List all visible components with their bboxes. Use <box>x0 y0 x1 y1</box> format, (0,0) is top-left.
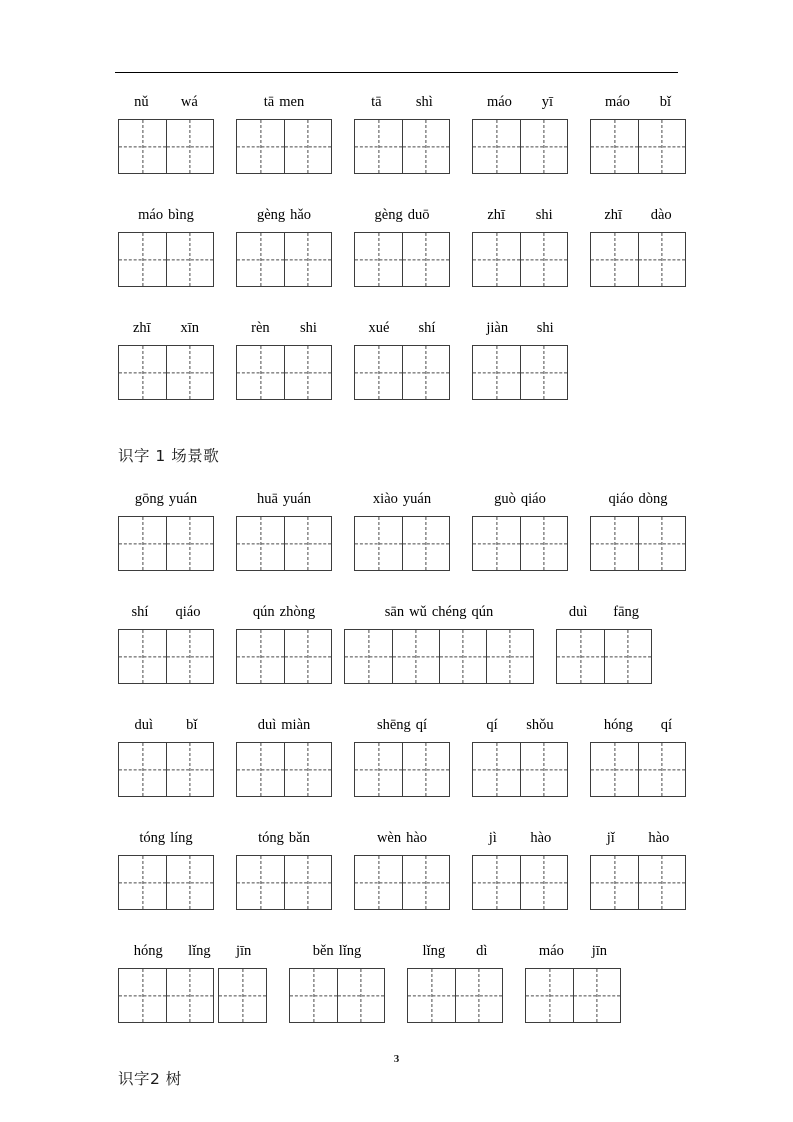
pinyin-caption <box>354 205 450 232</box>
pinyin-caption <box>344 602 534 629</box>
tianzige-cell[interactable] <box>337 969 384 1022</box>
pinyin-syllable: qiáo <box>520 491 546 507</box>
word-group <box>118 941 267 1023</box>
tianzige-cell[interactable] <box>166 517 213 570</box>
pinyin-syllable: duì <box>134 717 154 733</box>
word-group <box>472 828 568 910</box>
word-group <box>407 941 503 1023</box>
pinyin-syllable: men <box>279 94 305 110</box>
pinyin-syllable: xué <box>368 320 390 336</box>
word-group <box>118 205 214 287</box>
tianzige-cell[interactable] <box>119 233 166 286</box>
pinyin-syllable: shi <box>536 320 554 336</box>
pinyin-syllable: qún <box>471 604 494 620</box>
tianzige-grid[interactable] <box>118 345 214 400</box>
tianzige-cell[interactable] <box>237 120 284 173</box>
exercise-row <box>0 602 793 684</box>
pinyin-caption <box>590 205 686 232</box>
word-group <box>344 602 534 684</box>
tianzige-cell[interactable] <box>638 856 685 909</box>
pinyin-caption <box>236 828 332 855</box>
pinyin-syllable: huā <box>256 491 278 507</box>
row-spacer <box>0 797 793 828</box>
tianzige-cell[interactable] <box>119 346 166 399</box>
tianzige-cell[interactable] <box>402 743 449 796</box>
pinyin-syllable: máo <box>138 207 164 223</box>
spacer <box>0 469 793 489</box>
tianzige-cell[interactable] <box>355 517 402 570</box>
pinyin-caption <box>118 715 214 742</box>
tianzige-grid[interactable] <box>407 968 503 1023</box>
word-group <box>118 92 214 174</box>
pinyin-syllable: jiàn <box>486 320 509 336</box>
tianzige-grid[interactable] <box>218 968 267 1023</box>
tianzige-cell[interactable] <box>166 630 213 683</box>
tianzige-cell[interactable] <box>237 630 284 683</box>
word-group <box>590 715 686 797</box>
tianzige-cell[interactable] <box>119 856 166 909</box>
tianzige-grid[interactable] <box>472 742 568 797</box>
pinyin-syllable: nǔ <box>134 94 149 110</box>
tianzige-cell[interactable] <box>402 856 449 909</box>
pinyin-caption <box>472 828 568 855</box>
word-group <box>118 602 214 684</box>
tianzige-cell[interactable] <box>591 233 638 286</box>
tianzige-cell[interactable] <box>166 120 213 173</box>
tianzige-grid[interactable] <box>590 855 686 910</box>
pinyin-syllable: qí <box>660 717 673 733</box>
tianzige-grid[interactable] <box>289 968 385 1023</box>
tianzige-cell[interactable] <box>473 856 520 909</box>
pinyin-syllable: shi <box>299 320 317 336</box>
tianzige-cell[interactable] <box>355 120 402 173</box>
pinyin-syllable: shi <box>535 207 553 223</box>
tianzige-grid[interactable] <box>472 119 568 174</box>
pinyin-syllable: wǔ <box>409 604 427 620</box>
tianzige-grid[interactable] <box>354 516 450 571</box>
tianzige-cell[interactable] <box>237 233 284 286</box>
word-group <box>354 92 450 174</box>
tianzige-cell[interactable] <box>166 346 213 399</box>
pinyin-syllable: duì <box>257 717 277 733</box>
tianzige-cell[interactable] <box>591 856 638 909</box>
word-group <box>236 715 332 797</box>
pinyin-syllable: qí <box>486 717 498 733</box>
pinyin-caption <box>236 715 332 742</box>
pinyin-caption <box>354 715 450 742</box>
pinyin-caption <box>236 205 332 232</box>
pinyin-syllable: bǐ <box>186 717 198 733</box>
word-group <box>236 489 332 571</box>
word-group <box>289 941 385 1023</box>
pinyin-syllable: gèng <box>256 207 286 223</box>
tianzige-cell[interactable] <box>166 233 213 286</box>
pinyin-caption <box>236 602 332 629</box>
split-grid-holder <box>118 968 267 1023</box>
tianzige-grid[interactable] <box>472 516 568 571</box>
tianzige-grid[interactable] <box>118 232 214 287</box>
pinyin-syllable: jīn <box>236 943 252 959</box>
tianzige-grid[interactable] <box>236 516 332 571</box>
tianzige-cell[interactable] <box>402 120 449 173</box>
tianzige-cell[interactable] <box>638 517 685 570</box>
pinyin-syllable: yuán <box>168 491 198 507</box>
tianzige-cell[interactable] <box>473 743 520 796</box>
pinyin-caption <box>354 318 450 345</box>
tianzige-grid[interactable] <box>590 742 686 797</box>
pinyin-syllable: máo <box>604 94 630 110</box>
pinyin-caption <box>525 941 621 968</box>
tianzige-cell[interactable] <box>473 346 520 399</box>
tianzige-cell[interactable] <box>119 969 166 1022</box>
exercise-row <box>0 941 793 1023</box>
pinyin-syllable: zhī <box>132 320 151 336</box>
tianzige-grid[interactable] <box>472 855 568 910</box>
pinyin-caption <box>354 828 450 855</box>
tianzige-grid[interactable] <box>118 968 214 1023</box>
page-number: 3 <box>393 1053 400 1065</box>
word-group <box>236 828 332 910</box>
tianzige-grid[interactable] <box>590 516 686 571</box>
tianzige-cell[interactable] <box>520 346 567 399</box>
tianzige-grid[interactable] <box>590 119 686 174</box>
tianzige-grid[interactable] <box>354 119 450 174</box>
tianzige-cell[interactable] <box>473 517 520 570</box>
tianzige-cell[interactable] <box>408 969 455 1022</box>
tianzige-cell[interactable] <box>638 233 685 286</box>
tianzige-cell[interactable] <box>284 120 331 173</box>
word-group <box>472 489 568 571</box>
word-group <box>472 715 568 797</box>
pinyin-caption <box>118 489 214 516</box>
tianzige-cell[interactable] <box>290 969 337 1022</box>
pinyin-syllable: qiáo <box>175 604 201 620</box>
pinyin-syllable: wèn <box>376 830 402 846</box>
pinyin-caption <box>118 318 214 345</box>
pinyin-syllable: dì <box>476 943 488 959</box>
tianzige-cell[interactable] <box>392 630 439 683</box>
row-spacer <box>0 684 793 715</box>
tianzige-cell[interactable] <box>345 630 392 683</box>
pinyin-syllable: shí <box>418 320 436 336</box>
spacer <box>0 1092 793 1112</box>
tianzige-grid[interactable] <box>118 855 214 910</box>
pinyin-syllable: jīn <box>591 943 608 959</box>
tianzige-grid[interactable] <box>472 232 568 287</box>
tianzige-cell[interactable] <box>284 856 331 909</box>
worksheet-section <box>0 431 793 1054</box>
tianzige-cell[interactable] <box>355 743 402 796</box>
pinyin-syllable: fāng <box>613 604 640 620</box>
pinyin-syllable: máo <box>538 943 564 959</box>
tianzige-cell[interactable] <box>638 743 685 796</box>
tianzige-grid[interactable] <box>118 119 214 174</box>
pinyin-syllable: gèng <box>374 207 403 223</box>
tianzige-cell[interactable] <box>284 233 331 286</box>
worksheet-content <box>0 92 793 1112</box>
pinyin-syllable: zhī <box>487 207 506 223</box>
pinyin-syllable: miàn <box>281 717 311 733</box>
header-rule <box>115 72 678 73</box>
exercise-row <box>0 715 793 797</box>
pinyin-syllable: wá <box>180 94 198 110</box>
tianzige-grid[interactable] <box>236 345 332 400</box>
pinyin-syllable: hào <box>530 830 552 846</box>
word-group <box>354 489 450 571</box>
pinyin-caption <box>472 318 568 345</box>
pinyin-caption <box>590 715 686 742</box>
pinyin-syllable: hǎo <box>290 207 312 223</box>
tianzige-cell[interactable] <box>557 630 604 683</box>
pinyin-syllable: dòng <box>638 491 668 507</box>
pinyin-syllable: hóng <box>603 717 633 733</box>
exercise-row <box>0 828 793 910</box>
pinyin-syllable: běn <box>312 943 334 959</box>
tianzige-cell[interactable] <box>591 517 638 570</box>
pinyin-caption <box>556 602 652 629</box>
row-spacer <box>0 174 793 205</box>
pinyin-caption <box>236 92 332 119</box>
tianzige-grid[interactable] <box>236 855 332 910</box>
pinyin-caption <box>236 318 332 345</box>
tianzige-grid[interactable] <box>236 742 332 797</box>
word-group <box>590 489 686 571</box>
pinyin-syllable: lǐng <box>338 943 362 959</box>
tianzige-cell[interactable] <box>520 743 567 796</box>
tianzige-cell[interactable] <box>355 233 402 286</box>
pinyin-caption <box>118 92 214 119</box>
tianzige-cell[interactable] <box>284 517 331 570</box>
pinyin-syllable: bǎn <box>288 830 310 846</box>
word-group <box>236 318 332 400</box>
word-group <box>118 489 214 571</box>
word-group <box>354 715 450 797</box>
tianzige-cell[interactable] <box>284 743 331 796</box>
pinyin-syllable: chéng <box>431 604 467 620</box>
tianzige-grid[interactable] <box>472 345 568 400</box>
tianzige-grid[interactable] <box>344 629 534 684</box>
tianzige-grid[interactable] <box>354 232 450 287</box>
pinyin-syllable: hóng <box>133 943 163 959</box>
pinyin-syllable: yuán <box>402 491 432 507</box>
word-group <box>472 92 568 174</box>
exercise-row <box>0 318 793 400</box>
pinyin-caption <box>118 205 214 232</box>
tianzige-grid[interactable] <box>236 629 332 684</box>
pinyin-syllable: tā <box>263 94 275 110</box>
tianzige-cell[interactable] <box>119 517 166 570</box>
pinyin-syllable: xīn <box>180 320 200 336</box>
tianzige-cell[interactable] <box>284 630 331 683</box>
pinyin-syllable: duō <box>407 207 430 223</box>
tianzige-grid[interactable] <box>556 629 652 684</box>
tianzige-cell[interactable] <box>473 120 520 173</box>
tianzige-cell[interactable] <box>473 233 520 286</box>
tianzige-cell[interactable] <box>439 630 486 683</box>
tianzige-cell[interactable] <box>402 517 449 570</box>
pinyin-syllable: tóng <box>258 830 284 846</box>
tianzige-cell[interactable] <box>520 120 567 173</box>
row-spacer <box>0 571 793 602</box>
pinyin-syllable: yī <box>541 94 554 110</box>
pinyin-syllable: tā <box>371 94 382 110</box>
exercise-row <box>0 92 793 174</box>
pinyin-caption <box>236 489 332 516</box>
tianzige-cell[interactable] <box>166 969 213 1022</box>
pinyin-caption <box>472 92 568 119</box>
pinyin-syllable: dào <box>650 207 672 223</box>
tianzige-cell[interactable] <box>520 856 567 909</box>
tianzige-cell[interactable] <box>237 856 284 909</box>
pinyin-syllable: shēng <box>376 717 411 733</box>
tianzige-cell[interactable] <box>284 346 331 399</box>
pinyin-syllable: duì <box>568 604 588 620</box>
pinyin-syllable: qún <box>252 604 275 620</box>
tianzige-cell[interactable] <box>119 743 166 796</box>
tianzige-grid[interactable] <box>354 742 450 797</box>
pinyin-syllable: zhī <box>604 207 623 223</box>
pinyin-caption <box>354 92 450 119</box>
word-group <box>590 828 686 910</box>
tianzige-grid[interactable] <box>354 345 450 400</box>
word-group <box>354 318 450 400</box>
tianzige-cell[interactable] <box>355 346 402 399</box>
tianzige-grid[interactable] <box>590 232 686 287</box>
pinyin-syllable: máo <box>486 94 512 110</box>
pinyin-syllable: rèn <box>251 320 270 336</box>
tianzige-cell[interactable] <box>166 743 213 796</box>
pinyin-syllable: tóng <box>139 830 166 846</box>
pinyin-caption <box>354 489 450 516</box>
spacer <box>0 431 793 443</box>
word-group <box>118 828 214 910</box>
pinyin-syllable: zhòng <box>279 604 316 620</box>
pinyin-syllable: bìng <box>168 207 194 223</box>
pinyin-caption <box>121 941 264 968</box>
pinyin-syllable: yuán <box>282 491 312 507</box>
tianzige-cell[interactable] <box>119 630 166 683</box>
pinyin-syllable: hào <box>406 830 428 846</box>
tianzige-cell[interactable] <box>573 969 620 1022</box>
tianzige-cell[interactable] <box>402 346 449 399</box>
tianzige-grid[interactable] <box>236 232 332 287</box>
pinyin-syllable: qiáo <box>608 491 634 507</box>
pinyin-syllable: xiào <box>372 491 398 507</box>
pinyin-syllable: guò <box>494 491 516 507</box>
tianzige-cell[interactable] <box>237 517 284 570</box>
pinyin-caption <box>289 941 385 968</box>
pinyin-syllable: lǐng <box>422 943 446 959</box>
tianzige-cell[interactable] <box>638 120 685 173</box>
tianzige-grid[interactable] <box>236 119 332 174</box>
pinyin-caption <box>118 602 214 629</box>
word-group <box>590 92 686 174</box>
exercise-row <box>0 205 793 287</box>
pinyin-caption <box>472 205 568 232</box>
tianzige-grid[interactable] <box>118 629 214 684</box>
pinyin-syllable: shǒu <box>526 717 554 733</box>
section-heading: 识字 1 场景歌 <box>118 447 220 465</box>
tianzige-cell[interactable] <box>402 233 449 286</box>
pinyin-syllable: bǐ <box>659 94 672 110</box>
pinyin-syllable: líng <box>170 830 193 846</box>
row-spacer <box>0 287 793 318</box>
tianzige-grid[interactable] <box>525 968 621 1023</box>
exercise-row <box>0 489 793 571</box>
tianzige-grid[interactable] <box>354 855 450 910</box>
word-group <box>236 92 332 174</box>
pinyin-syllable: jǐ <box>606 830 615 846</box>
tianzige-cell[interactable] <box>486 630 533 683</box>
tianzige-cell[interactable] <box>455 969 502 1022</box>
pinyin-caption <box>118 828 214 855</box>
pinyin-syllable: lǐng <box>188 943 211 959</box>
tianzige-cell[interactable] <box>237 743 284 796</box>
pinyin-caption <box>472 715 568 742</box>
pinyin-syllable: qí <box>415 717 428 733</box>
tianzige-cell[interactable] <box>520 233 567 286</box>
pinyin-caption <box>590 828 686 855</box>
tianzige-grid[interactable] <box>118 742 214 797</box>
tianzige-cell[interactable] <box>237 346 284 399</box>
pinyin-caption <box>407 941 503 968</box>
tianzige-cell[interactable] <box>520 517 567 570</box>
pinyin-syllable: shí <box>131 604 149 620</box>
word-group <box>236 205 332 287</box>
pinyin-syllable: hào <box>648 830 670 846</box>
pinyin-caption <box>590 489 686 516</box>
tianzige-cell[interactable] <box>355 856 402 909</box>
row-spacer <box>0 1023 793 1054</box>
tianzige-cell[interactable] <box>591 120 638 173</box>
word-group <box>556 602 652 684</box>
worksheet-section <box>0 92 793 431</box>
word-group <box>118 715 214 797</box>
word-group <box>525 941 621 1023</box>
tianzige-cell[interactable] <box>526 969 573 1022</box>
word-group <box>354 205 450 287</box>
tianzige-cell[interactable] <box>591 743 638 796</box>
row-spacer <box>0 400 793 431</box>
pinyin-syllable: jì <box>488 830 497 846</box>
word-group <box>590 205 686 287</box>
tianzige-cell[interactable] <box>119 120 166 173</box>
section-heading: 识字2 树 <box>118 1070 182 1088</box>
pinyin-caption <box>590 92 686 119</box>
row-spacer <box>0 910 793 941</box>
pinyin-caption <box>472 489 568 516</box>
pinyin-syllable: gōng <box>134 491 164 507</box>
word-group <box>236 602 332 684</box>
tianzige-cell[interactable] <box>166 856 213 909</box>
tianzige-cell[interactable] <box>604 630 651 683</box>
word-group <box>118 318 214 400</box>
tianzige-cell[interactable] <box>219 969 266 1022</box>
word-group <box>354 828 450 910</box>
pinyin-syllable: sān <box>384 604 405 620</box>
word-group <box>472 205 568 287</box>
pinyin-syllable: shì <box>415 94 433 110</box>
word-group <box>472 318 568 400</box>
tianzige-grid[interactable] <box>118 516 214 571</box>
